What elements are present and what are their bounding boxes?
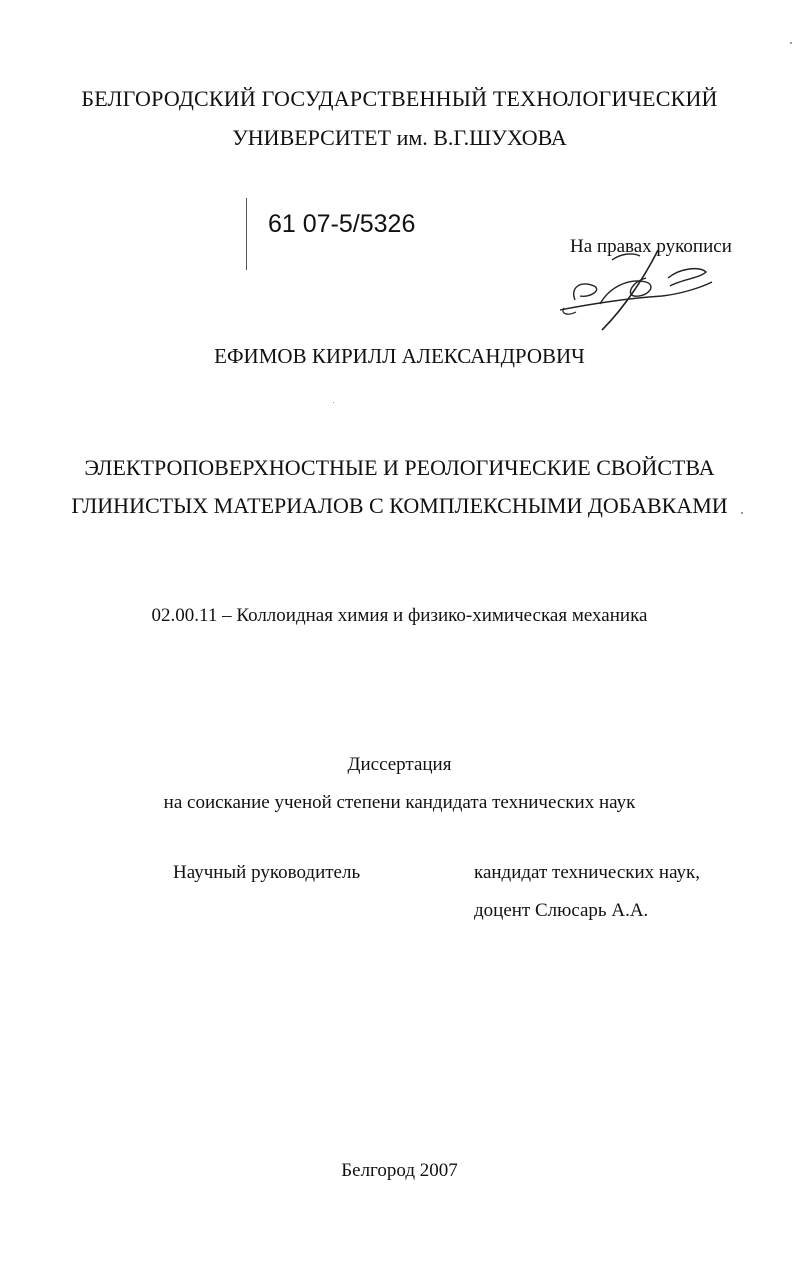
- author-signature: [550, 238, 720, 332]
- supervisor-degree: кандидат технических наук,: [474, 862, 701, 883]
- specialty-code: 02.00.11 – Коллоидная химия и физико-химическая механика: [151, 605, 648, 626]
- dissertation-title-line-1: ЭЛЕКТРОПОВЕРХНОСТНЫЕ И РЕОЛОГИЧЕСКИЕ СВОЙСТВА: [84, 455, 715, 480]
- stamp-margin-line: [246, 198, 247, 270]
- institution-line-2: [0, 125, 799, 151]
- scan-speck: [333, 402, 334, 403]
- institution-line-1: БЕЛГОРОДСКИЙ ГОСУДАРСТВЕННЫЙ ТЕХНОЛОГИЧЕСКИЙ: [81, 86, 718, 111]
- place-and-year: Белгород 2007: [341, 1160, 458, 1181]
- degree-line: на соискание ученой степени кандидата технических наук: [163, 792, 636, 813]
- scan-speck: [741, 512, 743, 514]
- supervisor-label: Научный руководитель: [173, 862, 361, 883]
- dissertation-title-line-2: ГЛИНИСТЫХ МАТЕРИАЛОВ С КОМПЛЕКСНЫМИ ДОБАВКАМИ: [71, 493, 728, 518]
- institution-line-2-text: УНИВЕРСИТЕТ им. В.Г.ШУХОВА: [232, 125, 567, 150]
- scan-speck: [790, 42, 792, 44]
- work-type: Диссертация: [347, 754, 452, 775]
- library-stamp-number: 61 07-5/5326: [268, 210, 416, 238]
- author-name: ЕФИМОВ КИРИЛЛ АЛЕКСАНДРОВИЧ: [214, 344, 585, 368]
- manuscript-rights-note: На правах рукописи: [570, 236, 732, 257]
- supervisor-name: доцент Слюсарь А.А.: [474, 900, 649, 921]
